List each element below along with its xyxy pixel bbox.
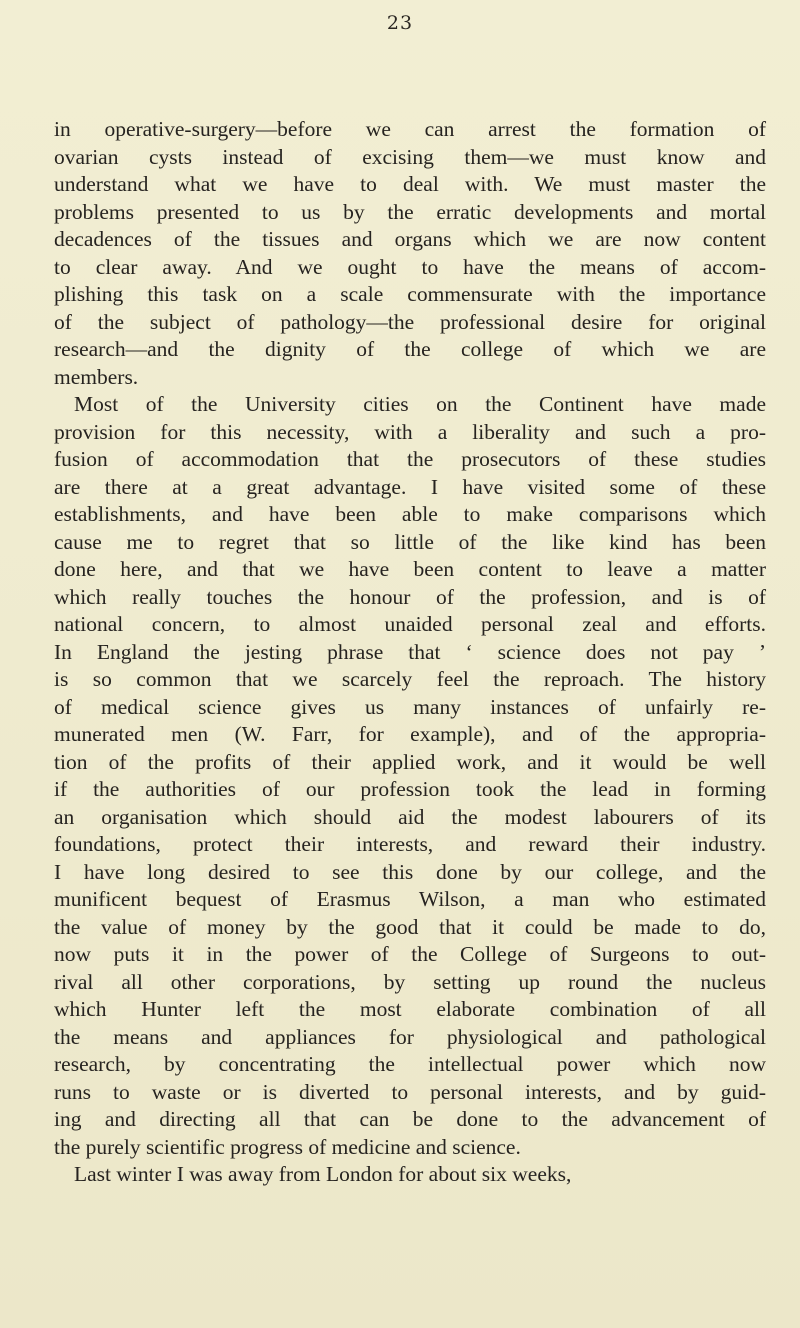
text-line: establishments, and have been able to make comparisons which [54,502,766,526]
text-line: munificent bequest of Erasmus Wilson, a man who estimated [54,887,766,911]
text-line: In England the jesting phrase that ‘ science does not pay ’ [54,639,766,664]
text-line: are there at a great advantage. I have visited some of these [54,474,766,499]
text-line: rival all other corporations, by setting up round the nucleus [54,969,766,994]
text-line: foundations, protect their interests, and reward their industry. [54,832,766,856]
text-line: of the subject of pathology—the professional desire for original [54,309,766,334]
paragraph-start-line: Most of the University cities on the Continent have made [74,392,766,416]
text-line: munerated men (W. Farr, for example), and of the appropria- [54,722,766,746]
text-line: to clear away. And we ought to have the means of accom- [54,254,766,279]
text-line: the purely scientific progress of medicine and science. [54,1134,521,1159]
text-line: now puts it in the power of the College of Surgeons to out- [54,942,766,966]
text-line: cause me to regret that so little of the like kind has been [54,529,766,554]
text-line: fusion of accommodation that the prosecutors of these studies [54,447,766,471]
text-line: if the authorities of our profession took the lead in forming [54,777,766,801]
text-line: problems presented to us by the erratic developments and mortal [54,199,766,224]
text-line: research, by concentrating the intellectual power which now [54,1052,766,1076]
text-line: the value of money by the good that it could be made to do, [54,914,766,939]
text-line: plishing this task on a scale commensurate with the importance [54,282,766,306]
text-line: decadences of the tissues and organs which we are now content [54,227,766,251]
text-line: is so common that we scarcely feel the reproach. The history [54,667,766,691]
text-line: which really touches the honour of the profession, and is of [54,584,766,609]
text-line: of medical science gives us many instances of unfairly re- [54,694,766,719]
text-line: ovarian cysts instead of excising them—we must know and [54,144,766,169]
text-line: an organisation which should aid the modest labourers of its [54,804,766,829]
text-line: tion of the profits of their applied work, and it would be well [54,749,766,774]
body-text [54,116,766,1189]
text-line: which Hunter left the most elaborate combination of all [54,997,766,1021]
text-line: members. [54,364,139,389]
page-number: 23 [386,12,414,34]
text-line: understand what we have to deal with. We must master the [54,172,766,196]
text-line: I have long desired to see this done by our college, and the [54,859,766,884]
text-line: done here, and that we have been content to leave a matter [54,557,766,581]
text-line: in operative-surgery—before we can arrest the formation of [54,117,766,141]
text-line: provision for this necessity, with a liberality and such a pro- [54,419,766,444]
text-line: research—and the dignity of the college of which we are [54,337,766,361]
text-line: ing and directing all that can be done to the advancement of [54,1107,766,1131]
text-line: runs to waste or is diverted to personal interests, and by guid- [54,1079,766,1104]
text-line: the means and appliances for physiological and pathological [54,1024,766,1049]
paragraph-start-line: Last winter I was away from London for about six weeks, [74,1162,572,1186]
text-line: national concern, to almost unaided personal zeal and efforts. [54,612,766,636]
